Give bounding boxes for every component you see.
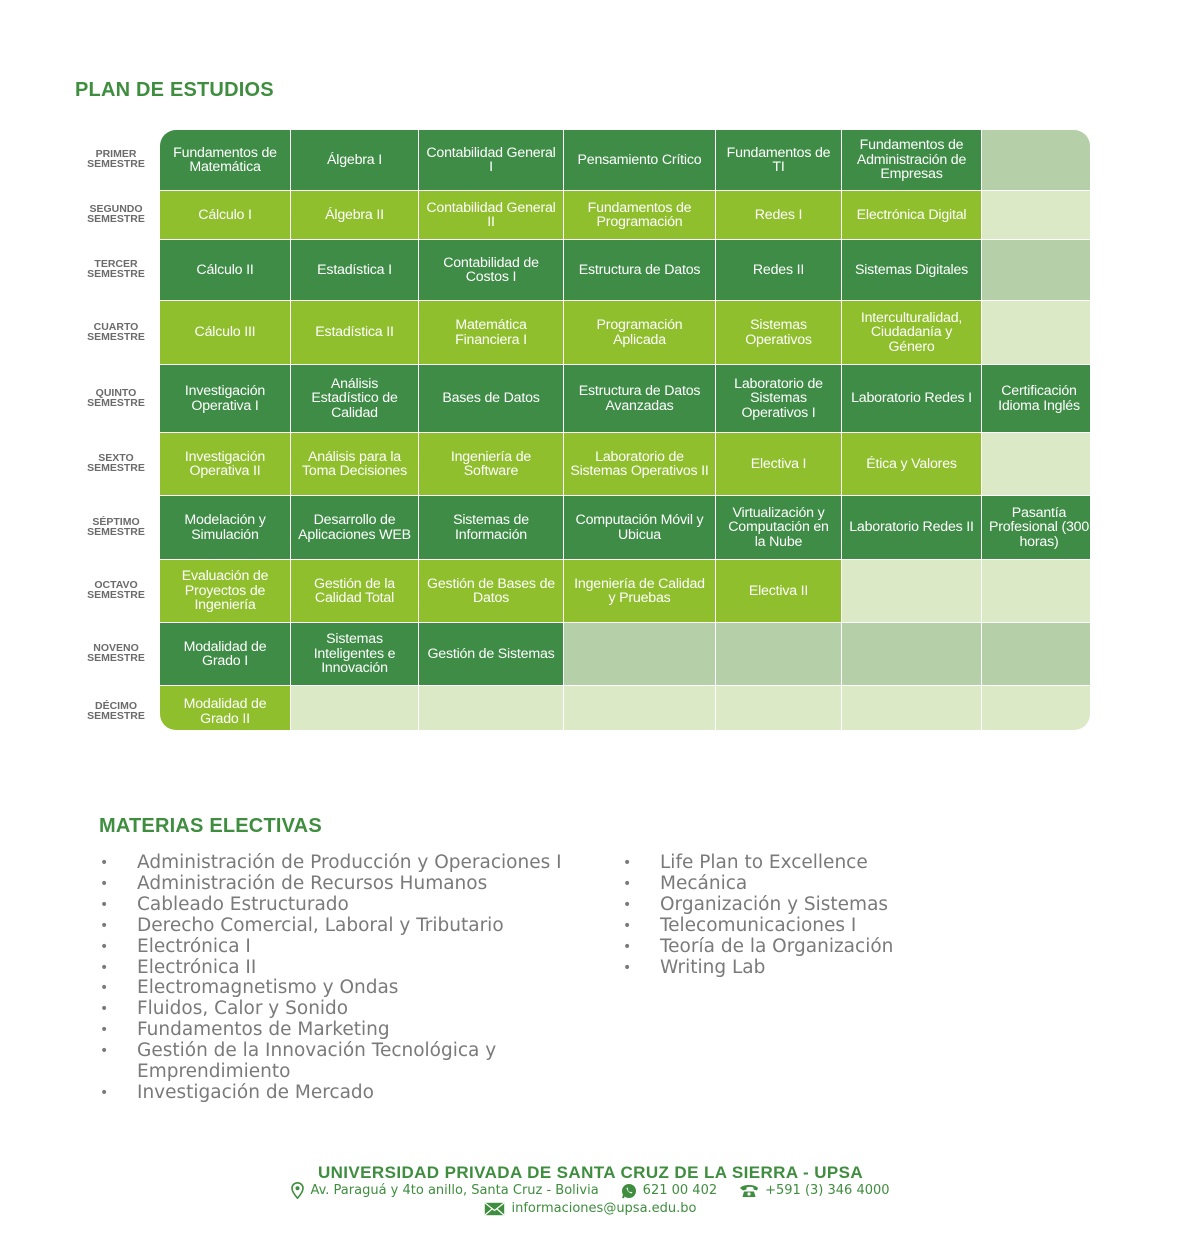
elective-text: Administración de Producción y Operaciones I xyxy=(137,852,562,873)
bullet-icon: • xyxy=(100,1001,109,1018)
empty-cell xyxy=(842,623,981,685)
semester-label: SEXTO SEMESTRE xyxy=(87,452,145,474)
semester-label: PRIMER SEMESTRE xyxy=(87,148,145,170)
elective-item xyxy=(100,916,580,937)
bullet-icon: • xyxy=(100,875,109,892)
electives-list-right xyxy=(623,853,1023,978)
empty-cell xyxy=(982,623,1090,685)
course-cell: Gestión de Sistemas xyxy=(419,623,563,685)
footer-university-name: UNIVERSIDAD PRIVADA DE SANTA CRUZ DE LA SIERRA - UPSA xyxy=(317,1163,864,1182)
bullet-icon: • xyxy=(100,1022,109,1039)
telephone-icon xyxy=(739,1183,759,1198)
empty-cell xyxy=(982,130,1090,190)
course-cell: Redes I xyxy=(716,191,841,239)
semester-label: TERCER SEMESTRE xyxy=(87,258,145,280)
electivas-title: MATERIAS ELECTIVAS xyxy=(99,815,322,837)
elective-text: Administración de Recursos Humanos xyxy=(137,872,488,894)
course-cell: Interculturalidad, Ciudadanía y Género xyxy=(842,301,981,364)
elective-text: Derecho Comercial, Laboral y Tributario xyxy=(137,914,504,936)
elective-text: Telecomunicaciones I xyxy=(660,914,857,936)
course-cell: Investigación Operativa II xyxy=(160,433,290,495)
course-cell: Análisis Estadístico de Calidad xyxy=(291,365,418,432)
course-cell: Modelación y Simulación xyxy=(160,496,290,559)
empty-cell xyxy=(982,560,1090,622)
empty-cell xyxy=(716,686,841,730)
course-cell: Redes II xyxy=(716,240,841,300)
elective-item xyxy=(100,853,580,874)
course-cell: Laboratorio de Sistemas Operativos II xyxy=(564,433,715,495)
empty-cell xyxy=(982,240,1090,300)
bullet-icon: • xyxy=(100,959,109,976)
bullet-icon: • xyxy=(100,855,109,871)
empty-cell xyxy=(291,686,418,730)
course-cell: Álgebra I xyxy=(291,130,418,190)
bullet-icon: • xyxy=(100,1043,109,1060)
course-cell: Cálculo III xyxy=(160,301,290,364)
elective-item xyxy=(100,1041,580,1083)
course-cell: Virtualización y Computación en la Nube xyxy=(716,496,841,559)
course-cell: Certificación Idioma Inglés xyxy=(982,365,1090,432)
course-cell: Sistemas de Información xyxy=(419,496,563,559)
course-cell: Álgebra II xyxy=(291,191,418,239)
empty-cell xyxy=(982,686,1090,730)
course-cell: Modalidad de Grado II xyxy=(160,686,290,730)
elective-item xyxy=(100,1083,580,1104)
elective-text: Fundamentos de Marketing xyxy=(137,1019,390,1041)
course-cell: Fundamentos de Programación xyxy=(564,191,715,239)
semester-label: DÉCIMO SEMESTRE xyxy=(87,699,145,722)
footer-phone[interactable]: +591 (3) 346 4000 xyxy=(765,1183,890,1198)
elective-text: Electrónica II xyxy=(137,956,257,978)
elective-item xyxy=(623,958,1023,979)
empty-cell xyxy=(982,191,1090,239)
envelope-icon xyxy=(484,1202,505,1216)
course-cell: Contabilidad de Costos I xyxy=(419,240,563,300)
elective-item xyxy=(623,874,1023,895)
course-cell: Modalidad de Grado I xyxy=(160,623,290,685)
elective-text: Electromagnetismo y Ondas xyxy=(137,977,399,999)
empty-cell xyxy=(564,623,715,685)
curriculum-grid xyxy=(160,130,1090,730)
course-cell: Análisis para la Toma Decisiones xyxy=(291,433,418,495)
course-cell: Computación Móvil y Ubicua xyxy=(564,496,715,559)
elective-item xyxy=(100,958,580,979)
course-cell: Contabilidad General I xyxy=(419,130,563,190)
course-cell: Laboratorio de Sistemas Operativos I xyxy=(716,365,841,432)
elective-text: Organización y Sistemas xyxy=(660,893,889,915)
elective-text: Life Plan to Excellence xyxy=(660,852,868,873)
footer-email[interactable]: informaciones@upsa.edu.bo xyxy=(511,1201,697,1216)
bullet-icon: • xyxy=(623,938,632,955)
course-cell: Fundamentos de Administración de Empresas xyxy=(842,130,981,190)
elective-item xyxy=(100,978,580,999)
course-cell: Pensamiento Crítico xyxy=(564,130,715,190)
elective-text: Cableado Estructurado xyxy=(137,893,349,915)
semester-label: NOVENO SEMESTRE xyxy=(87,642,145,664)
course-cell: Contabilidad General II xyxy=(419,191,563,239)
empty-cell xyxy=(842,560,981,622)
electives-list-left xyxy=(100,853,580,1104)
course-cell: Ética y Valores xyxy=(842,433,981,495)
course-cell: Pasantía Profesional (300 horas) xyxy=(982,496,1090,559)
location-pin-icon xyxy=(291,1182,304,1199)
empty-cell xyxy=(982,301,1090,364)
elective-text: Teoría de la Organización xyxy=(660,935,894,957)
course-cell: Sistemas Inteligentes e Innovación xyxy=(291,623,418,685)
course-cell: Estructura de Datos Avanzadas xyxy=(564,365,715,432)
bullet-icon: • xyxy=(623,959,632,976)
elective-item xyxy=(623,916,1023,937)
bullet-icon: • xyxy=(100,917,109,934)
semester-label: SEGUNDO SEMESTRE xyxy=(87,203,145,225)
course-cell: Gestión de Bases de Datos xyxy=(419,560,563,622)
elective-item xyxy=(100,937,580,958)
elective-item xyxy=(100,895,580,916)
empty-cell xyxy=(982,433,1090,495)
elective-text: Electrónica I xyxy=(137,935,251,957)
course-cell: Sistemas Operativos xyxy=(716,301,841,364)
semester-label: SÉPTIMO SEMESTRE xyxy=(87,515,145,538)
bullet-icon: • xyxy=(623,917,632,934)
course-cell: Estructura de Datos xyxy=(564,240,715,300)
whatsapp-icon xyxy=(621,1183,637,1199)
empty-cell xyxy=(716,623,841,685)
course-cell: Cálculo I xyxy=(160,191,290,239)
course-cell: Electrónica Digital xyxy=(842,191,981,239)
course-cell: Sistemas Digitales xyxy=(842,240,981,300)
elective-text: Writing Lab xyxy=(660,956,766,978)
course-cell: Laboratorio Redes II xyxy=(842,496,981,559)
course-cell: Desarrollo de Aplicaciones WEB xyxy=(291,496,418,559)
bullet-icon: • xyxy=(100,938,109,955)
elective-item xyxy=(623,895,1023,916)
course-cell: Ingeniería de Calidad y Pruebas xyxy=(564,560,715,622)
course-cell: Bases de Datos xyxy=(419,365,563,432)
bullet-icon: • xyxy=(100,1084,109,1101)
footer-email-line xyxy=(0,1201,1181,1216)
course-cell: Estadística II xyxy=(291,301,418,364)
bullet-icon: • xyxy=(100,896,109,913)
course-cell: Electiva I xyxy=(716,433,841,495)
empty-cell xyxy=(419,686,563,730)
elective-item xyxy=(623,937,1023,958)
bullet-icon: • xyxy=(623,896,632,913)
course-cell: Evaluación de Proyectos de Ingeniería xyxy=(160,560,290,622)
semester-label: QUINTO SEMESTRE xyxy=(87,386,145,409)
course-cell: Gestión de la Calidad Total xyxy=(291,560,418,622)
course-cell: Fundamentos de Matemática xyxy=(160,130,290,190)
course-cell: Matemática Financiera I xyxy=(419,301,563,364)
footer-address: Av. Paraguá y 4to anillo, Santa Cruz - Bolivia xyxy=(310,1183,599,1198)
empty-cell xyxy=(564,686,715,730)
bullet-icon: • xyxy=(623,855,632,871)
elective-item xyxy=(100,874,580,895)
elective-text: Gestión de la Innovación Tecnológica y Emprendimiento xyxy=(137,1040,497,1083)
elective-text: Investigación de Mercado xyxy=(137,1081,374,1103)
course-cell: Cálculo II xyxy=(160,240,290,300)
semester-label: CUARTO SEMESTRE xyxy=(87,320,145,343)
bullet-icon: • xyxy=(623,875,632,892)
course-cell: Electiva II xyxy=(716,560,841,622)
elective-item xyxy=(100,999,580,1020)
elective-item xyxy=(100,1020,580,1041)
course-cell: Investigación Operativa I xyxy=(160,365,290,432)
footer-contact-line xyxy=(0,1182,1181,1199)
footer-whatsapp[interactable]: 621 00 402 xyxy=(642,1183,718,1198)
course-cell: Laboratorio Redes I xyxy=(842,365,981,432)
plan-title: PLAN DE ESTUDIOS xyxy=(75,79,274,101)
empty-cell xyxy=(842,686,981,730)
elective-item xyxy=(623,853,1023,874)
semester-label: OCTAVO SEMESTRE xyxy=(87,579,145,601)
course-cell: Fundamentos de TI xyxy=(716,130,841,190)
bullet-icon: • xyxy=(100,980,109,997)
course-cell: Programación Aplicada xyxy=(564,301,715,364)
course-cell: Ingeniería de Software xyxy=(419,433,563,495)
elective-text: Mecánica xyxy=(660,872,748,894)
course-cell: Estadística I xyxy=(291,240,418,300)
elective-text: Fluidos, Calor y Sonido xyxy=(137,998,349,1020)
